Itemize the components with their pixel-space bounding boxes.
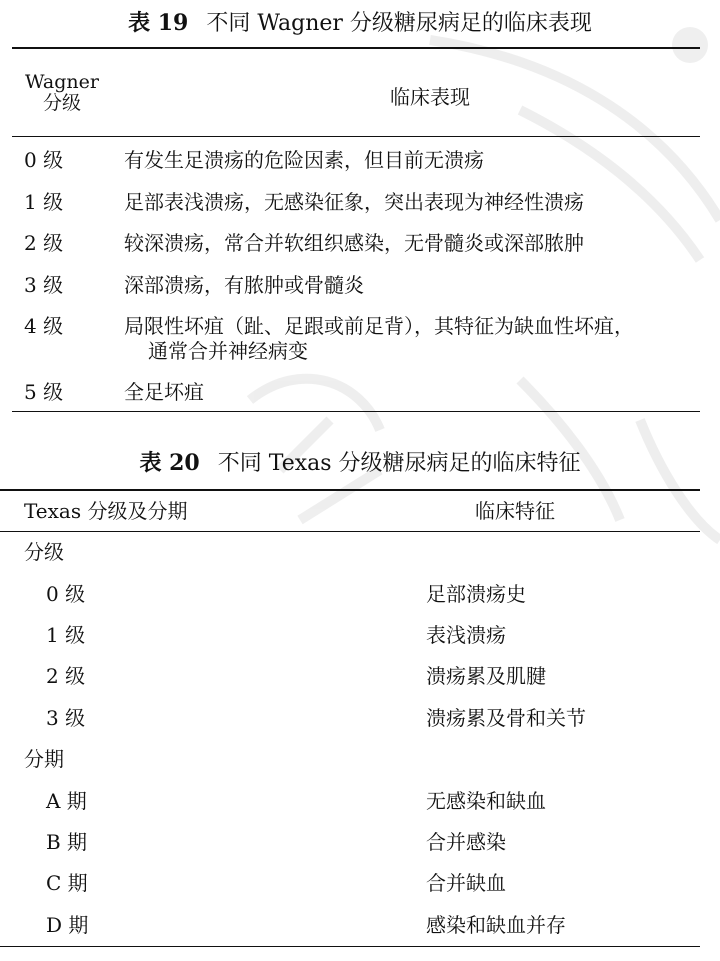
table20-row xyxy=(0,621,720,649)
table20-row-value: 足部溃疡史 xyxy=(426,582,526,606)
table20-row-label: D 期 xyxy=(46,913,89,937)
table19-row-grade: 4 级 xyxy=(24,314,64,338)
table19-row-grade: 1 级 xyxy=(24,190,64,214)
table20-row-label: A 期 xyxy=(46,789,87,813)
table20-row xyxy=(0,787,720,815)
table20-row xyxy=(0,828,720,856)
table19-top-rule xyxy=(12,47,700,49)
table20-row-value: 感染和缺血并存 xyxy=(426,913,566,937)
table20-row-label: C 期 xyxy=(46,871,88,895)
table19-row-description-line1: 局限性坏疽（趾、足跟或前足背），其特征为缺血性坏疽， xyxy=(124,314,634,338)
table20-section-label: 分级 xyxy=(24,540,64,564)
table19-row-description xyxy=(124,312,704,362)
table19-header-grade-line1: Wagner xyxy=(25,71,99,93)
table20-row-value: 合并缺血 xyxy=(426,871,506,895)
table20-title: 不同 Texas 分级糖尿病足的临床特征 xyxy=(217,451,581,476)
table20-section-label: 分期 xyxy=(24,747,64,771)
table20-row xyxy=(0,704,720,732)
table20-row-value: 无感染和缺血 xyxy=(426,789,546,813)
table19-row-grade: 0 级 xyxy=(24,148,64,172)
table19-row-description: 深部溃疡，有脓肿或骨髓炎 xyxy=(124,273,364,297)
table20-section-row xyxy=(0,745,720,773)
table19-header-manifestation: 临床表现 xyxy=(390,85,470,109)
table20-row-value: 表浅溃疡 xyxy=(426,623,506,647)
table20-row xyxy=(0,911,720,939)
table20-row xyxy=(0,662,720,690)
table20-row-value: 溃疡累及肌腱 xyxy=(426,664,546,688)
table20-header-features: 临床特征 xyxy=(475,499,555,523)
table19-row-grade: 2 级 xyxy=(24,231,64,255)
table19-header-grade xyxy=(22,72,102,114)
table20-top-rule xyxy=(0,489,700,491)
table20-section-row xyxy=(0,538,720,566)
table20-header-stage: Texas 分级及分期 xyxy=(24,499,188,523)
table19-header-rule xyxy=(12,136,700,137)
table19-row-description: 足部表浅溃疡，无感染征象，突出表现为神经性溃疡 xyxy=(124,190,584,214)
table20-bottom-rule xyxy=(0,946,700,947)
table19-row-description: 较深溃疡，常合并软组织感染，无骨髓炎或深部脓肿 xyxy=(124,231,584,255)
table20-header-rule xyxy=(0,531,700,532)
table20-row xyxy=(0,869,720,897)
table19-number: 表 19 xyxy=(128,10,189,36)
table20-row-value: 溃疡累及骨和关节 xyxy=(426,706,586,730)
table20-row-label: 2 级 xyxy=(46,664,86,688)
table19-caption xyxy=(0,6,720,40)
table19-bottom-rule xyxy=(12,411,700,412)
table20-row-label: 0 级 xyxy=(46,582,86,606)
table19-row-description-line2: 通常合并神经病变 xyxy=(148,339,308,363)
table19-row-description: 有发生足溃疡的危险因素，但目前无溃疡 xyxy=(124,148,484,172)
table20-row-label: B 期 xyxy=(46,830,88,854)
table19-row-description: 全足坏疽 xyxy=(124,380,204,404)
table20-row xyxy=(0,580,720,608)
table19-title: 不同 Wagner 分级糖尿病足的临床表现 xyxy=(206,11,592,36)
table20-row-label: 1 级 xyxy=(46,623,86,647)
table20-caption xyxy=(0,446,720,480)
table20-row-value: 合并感染 xyxy=(426,830,506,854)
table20-row-label: 3 级 xyxy=(46,706,86,730)
table19-row-grade: 5 级 xyxy=(24,380,64,404)
table19-header-grade-line2: 分级 xyxy=(42,92,81,114)
table19-row-grade: 3 级 xyxy=(24,273,64,297)
table20-number: 表 20 xyxy=(139,450,200,476)
